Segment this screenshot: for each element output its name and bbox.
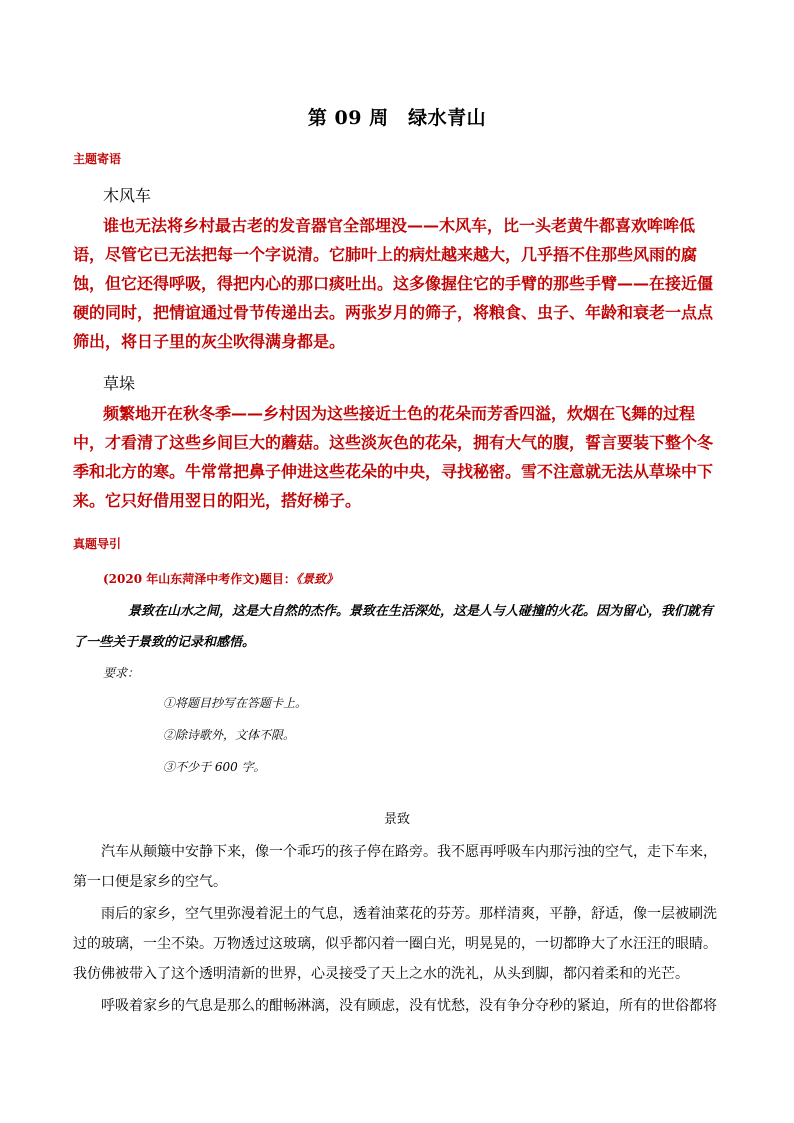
poem-text-windmill: 谁也无法将乡村最古老的发音器官全部埋没——木风车，比一头老黄牛都喜欢哞哞低语，尽管它已无法把每一个字说清。它肺叶上的病灶越来越大，几乎捂不住那些风雨的腐蚀，但它还得呼吸，得把内心的那口痰吐出。这多像握住它的手臂的那些手臂——在接近僵硬的同时，把情谊通过骨节传递出去。两张岁月的筛子，将粮食、虫子、年龄和衰老一点点筛出，将日子里的灰尘吹得满身都是。 [73, 216, 714, 351]
page-title: 第 09 周 绿水青山 [307, 107, 487, 129]
essay-paragraph: 汽车从颠簸中安静下来，像一个乖巧的孩子停在路旁。我不愿再呼吸车内那污浊的空气，走下车来，第一口便是家乡的空气。 [73, 844, 717, 890]
poem-text-haystack: 频繁地开在秋冬季——乡村因为这些接近土色的花朵而芳香四溢，炊烟在飞舞的过程中，才看清了这些乡间巨大的蘑菇。这些淡灰色的花朵，拥有大气的腹，誓言要装下整个冬季和北方的寒。牛常常把鼻子伸进这些花朵的中央，寻找秘密。雪不注意就无法从草垛中下来。它只好借用翌日的阳光，搭好梯子。 [73, 404, 714, 510]
exam-prompt-text: 景致在山水之间，这是大自然的杰作。景致在生活深处，这是人与人碰撞的火花。因为留心，我们就有了一些关于景致的记录和感悟。 [73, 604, 714, 650]
exam-source: (2020 年山东菏泽中考作文)题目： [103, 572, 296, 586]
exam-prompt-title: 《景致》 [295, 572, 338, 586]
requirement-item: ②除诗歌外，文体不限。 [163, 728, 296, 742]
exam-heading: 真题导引 [73, 537, 122, 551]
essay-paragraph: 呼吸着家乡的气息是那么的酣畅淋漓，没有顾虑，没有忧愁，没有争分夺秒的紧迫，所有的世俗都将 [101, 998, 717, 1014]
exam-source-line [103, 570, 338, 587]
theme-heading: 主题寄语 [73, 152, 122, 166]
essay-paragraph: 雨后的家乡，空气里弥漫着泥土的气息，透着油菜花的芬芳。那样清爽，平静，舒适，像一层被刷洗过的玻璃，一尘不染。万物透过这玻璃，似乎都闪着一圈白光，明晃晃的，一切都睁大了水汪汪的眼睛。我仿佛被带入了这个透明清新的世界，心灵接受了天上之水的洗礼，从头到脚，都闪着柔和的光芒。 [73, 906, 717, 982]
requirement-item: ③不少于 600 字。 [163, 760, 266, 774]
requirements-label: 要求： [103, 666, 140, 680]
poem-title-haystack: 草垛 [103, 374, 136, 393]
essay-title: 景致 [383, 812, 410, 827]
requirement-item: ①将题目抄写在答题卡上。 [163, 696, 308, 710]
poem-title-windmill: 木风车 [103, 186, 152, 205]
